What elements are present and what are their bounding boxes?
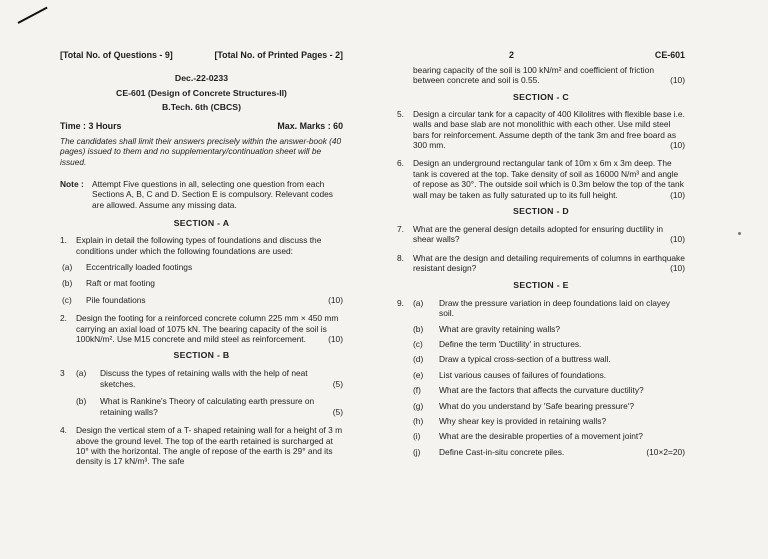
sub-text: Eccentrically loaded footings bbox=[86, 262, 193, 273]
question-9g bbox=[413, 401, 685, 411]
question-9e bbox=[413, 370, 685, 380]
question-number: 8. bbox=[397, 252, 404, 263]
question-text: Design the footing for a reinforced concrete column 225 mm × 450 mm carrying an axial load of 1075 kN. The bearing capacity of the soil is 100kN/m². Use M15 concrete and mild steel as reinforcement. bbox=[76, 313, 339, 345]
section-c-heading: SECTION - C bbox=[513, 91, 569, 102]
sub-text: What do you understand by 'Safe bearing pressure'? bbox=[439, 400, 635, 411]
sub-label: (a) bbox=[413, 297, 424, 308]
sub-label: (j) bbox=[413, 446, 421, 457]
sub-label: (b) bbox=[413, 323, 424, 334]
question-number: 4. bbox=[60, 425, 67, 436]
question-9i bbox=[413, 431, 685, 441]
page-number: 2 bbox=[509, 50, 514, 60]
question-text: What are the design and detailing requirements of columns in earthquake resistant design? bbox=[413, 252, 685, 274]
sub-text: What are gravity retaining walls? bbox=[439, 323, 561, 334]
sub-label: (a) bbox=[62, 262, 73, 273]
question-9a bbox=[413, 298, 685, 319]
sub-label: (d) bbox=[413, 354, 424, 365]
marks: (5) bbox=[332, 378, 343, 389]
note-text: Attempt Five questions in all, selecting one question from each Sections A, B, C and D. Section E is compulsory. Relevant codes are allowed. Assume any missing data. bbox=[92, 179, 333, 210]
question-5 bbox=[397, 109, 685, 151]
page-1 bbox=[60, 50, 343, 467]
question-1c bbox=[60, 295, 343, 305]
marks: (10) bbox=[328, 334, 343, 345]
section-e-heading: SECTION - E bbox=[513, 279, 569, 290]
question-number: 3 bbox=[60, 368, 65, 379]
time-marks-row bbox=[60, 121, 343, 131]
sub-label: (c) bbox=[62, 294, 72, 305]
marks: (10) bbox=[670, 263, 685, 274]
question-number: 2. bbox=[60, 313, 67, 324]
sub-label: (a) bbox=[76, 368, 87, 379]
question-8 bbox=[397, 253, 685, 274]
sub-label: (b) bbox=[76, 396, 87, 407]
sub-text: What are the desirable properties of a movement joint? bbox=[439, 431, 643, 442]
question-6 bbox=[397, 158, 685, 200]
note-label: Note : bbox=[60, 179, 84, 189]
page-header bbox=[60, 50, 343, 60]
question-1b bbox=[60, 278, 343, 288]
marks: (5) bbox=[332, 406, 343, 417]
sub-text: List various causes of failures of foundations. bbox=[439, 369, 607, 380]
question-number: 9. bbox=[397, 297, 404, 308]
question-2 bbox=[60, 313, 343, 344]
question-7 bbox=[397, 224, 685, 245]
question-9h bbox=[413, 416, 685, 426]
question-3 bbox=[60, 368, 343, 417]
question-9f bbox=[413, 385, 685, 395]
question-text: Explain in detail the following types of foundations and discuss the conditions under which the following foundations are used: bbox=[76, 235, 322, 256]
marks: (10×2=20) bbox=[646, 446, 685, 457]
programme: B.Tech. 6th (CBCS) bbox=[162, 102, 241, 113]
marks: (10) bbox=[670, 234, 685, 245]
sub-label: (c) bbox=[413, 338, 423, 349]
question-text: What are the general design details adopted for ensuring ductility in shear walls? bbox=[413, 224, 664, 245]
question-text: Design an underground rectangular tank of 10m x 6m x 3m deep. The tank is covered at the top. Take density of soil as 16000 N/m³ and angle of repose as 30°. The outside soil which is 0.3m below the top of the tank wall may be taken as fully saturated up to its full height. bbox=[413, 158, 684, 200]
sub-text: Raft or mat footing bbox=[86, 278, 155, 289]
question-number: 6. bbox=[397, 158, 404, 169]
course-code: CE-601 bbox=[654, 50, 685, 60]
scan-speck bbox=[738, 232, 741, 235]
question-1 bbox=[60, 235, 343, 256]
marks: (10) bbox=[670, 140, 685, 151]
section-d-heading: SECTION - D bbox=[513, 206, 569, 217]
sub-label: (e) bbox=[413, 369, 424, 380]
question-text: bearing capacity of the soil is 100 kN/m² and coefficient of friction between concrete and soil is 0.55. bbox=[413, 65, 654, 86]
sub-label: (f) bbox=[413, 385, 421, 396]
question-3b bbox=[76, 396, 343, 417]
sub-text: Define the term 'Ductility' in structures. bbox=[439, 338, 582, 349]
question-4-continued bbox=[397, 65, 685, 86]
note bbox=[60, 179, 343, 210]
course-title: CE-601 (Design of Concrete Structures-II) bbox=[116, 87, 287, 98]
question-9d bbox=[413, 354, 685, 364]
sub-text: Why shear key is provided in retaining walls? bbox=[439, 415, 607, 426]
exam-date: Dec.-22-0233 bbox=[174, 73, 229, 83]
total-pages: [Total No. of Printed Pages - 2] bbox=[214, 50, 343, 60]
marks: (10) bbox=[328, 294, 343, 305]
question-number: 1. bbox=[60, 235, 67, 246]
marks: (10) bbox=[670, 189, 685, 200]
total-questions: [Total No. of Questions - 9] bbox=[60, 50, 173, 60]
sub-text: Pile foundations bbox=[86, 294, 146, 305]
sub-label: (h) bbox=[413, 415, 424, 426]
sub-label: (g) bbox=[413, 400, 424, 411]
sub-label: (i) bbox=[413, 431, 421, 442]
question-text: Design the vertical stem of a T- shaped retaining wall for a height of 3 m above the ground level. The top of the earth retained is surcharged at 10° with the horizontal. The angle of repose of the earth is 29° and its density is 17 kN/m³. The safe bbox=[76, 425, 343, 467]
question-9j bbox=[413, 447, 685, 457]
question-9 bbox=[397, 298, 685, 457]
question-9c bbox=[413, 339, 685, 349]
sub-text: Define Cast-in-situ concrete piles. bbox=[439, 446, 565, 457]
section-b-heading: SECTION - B bbox=[173, 350, 230, 361]
question-9b bbox=[413, 324, 685, 334]
question-text: Design a circular tank for a capacity of 400 Kilolitres with flexible base i.e. walls and base slab are not monolithic with each other. Use mild steel bars for reinforcement. Assume depth of the tank 3m and free board as 300 mm. bbox=[413, 108, 685, 151]
sub-text: What are the factors that affects the curvature ductility? bbox=[439, 385, 644, 396]
sub-text: Discuss the types of retaining walls with the help of neat sketches. bbox=[100, 368, 308, 389]
question-number: 5. bbox=[397, 108, 404, 119]
question-4 bbox=[60, 425, 343, 467]
marks: (10) bbox=[670, 75, 685, 86]
question-number: 7. bbox=[397, 224, 404, 235]
question-3a bbox=[76, 368, 343, 389]
sub-text: What is Rankine's Theory of calculating earth pressure on retaining walls? bbox=[100, 396, 315, 417]
sub-label: (b) bbox=[62, 278, 73, 289]
sub-text: Draw the pressure variation in deep foundations laid on clayey soil. bbox=[439, 297, 670, 319]
section-a-heading: SECTION - A bbox=[173, 218, 230, 229]
question-1a bbox=[60, 262, 343, 272]
page-header bbox=[397, 50, 685, 60]
time-allowed: Time : 3 Hours bbox=[60, 120, 122, 131]
page-2 bbox=[397, 50, 685, 457]
sub-text: Draw a typical cross-section of a buttress wall. bbox=[439, 354, 611, 365]
max-marks: Max. Marks : 60 bbox=[277, 120, 343, 131]
instructions: The candidates shall limit their answers precisely within the answer-book (40 pages) issued to them and no supplementary/continuation sheet will be issued. bbox=[60, 135, 342, 167]
pen-mark bbox=[18, 7, 48, 24]
